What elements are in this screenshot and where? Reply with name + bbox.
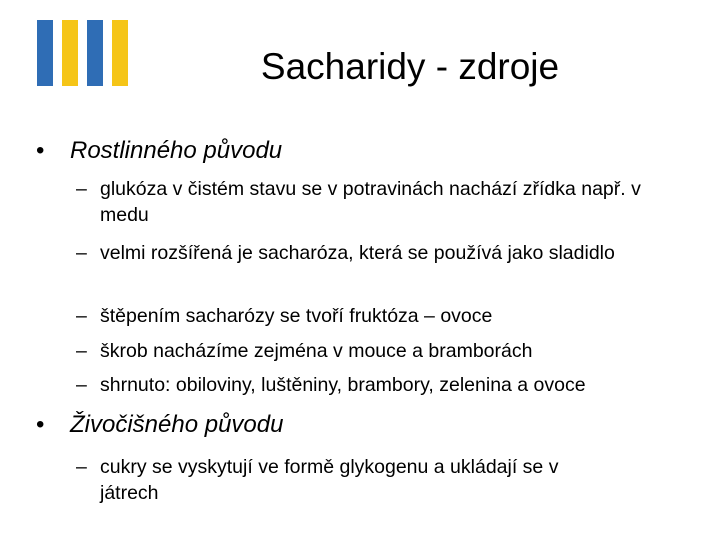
slide-title: Sacharidy - zdroje bbox=[260, 46, 560, 87]
dash-icon: – bbox=[76, 305, 87, 327]
section-heading-text: Rostlinného původu bbox=[70, 137, 283, 164]
bullet-icon: • bbox=[36, 137, 45, 164]
list-item bbox=[76, 454, 616, 506]
list-item bbox=[76, 240, 686, 292]
dash-icon: – bbox=[76, 374, 87, 396]
list-item-text: cukry se vyskytují ve formě glykogenu a ukládají se v játrech bbox=[100, 456, 559, 504]
logo-bar-4 bbox=[112, 20, 128, 86]
list-item bbox=[76, 338, 686, 364]
list-item-text: glukóza v čistém stavu se v potravinách nachází zřídka např. v medu bbox=[100, 178, 641, 226]
dash-icon: – bbox=[76, 340, 87, 362]
dash-icon: – bbox=[76, 456, 87, 478]
list-item bbox=[76, 372, 686, 398]
list-item bbox=[76, 303, 686, 329]
list-item bbox=[76, 176, 686, 228]
logo-bar-1 bbox=[37, 20, 53, 86]
section-heading-text: Živočišného původu bbox=[70, 411, 284, 438]
dash-icon: – bbox=[76, 178, 87, 200]
logo bbox=[37, 20, 129, 86]
list-item-text: velmi rozšířená je sacharóza, která se používá jako sladidlo bbox=[100, 242, 615, 264]
dash-icon: – bbox=[76, 242, 87, 264]
list-item-text: škrob nacházíme zejména v mouce a bramborách bbox=[100, 340, 533, 362]
logo-bar-3 bbox=[87, 20, 103, 86]
bullet-icon: • bbox=[36, 411, 45, 438]
list-item-text: štěpením sacharózy se tvoří fruktóza – ovoce bbox=[100, 305, 493, 327]
logo-bar-2 bbox=[62, 20, 78, 86]
list-item-text: shrnuto: obiloviny, luštěniny, brambory, zelenina a ovoce bbox=[100, 374, 586, 396]
